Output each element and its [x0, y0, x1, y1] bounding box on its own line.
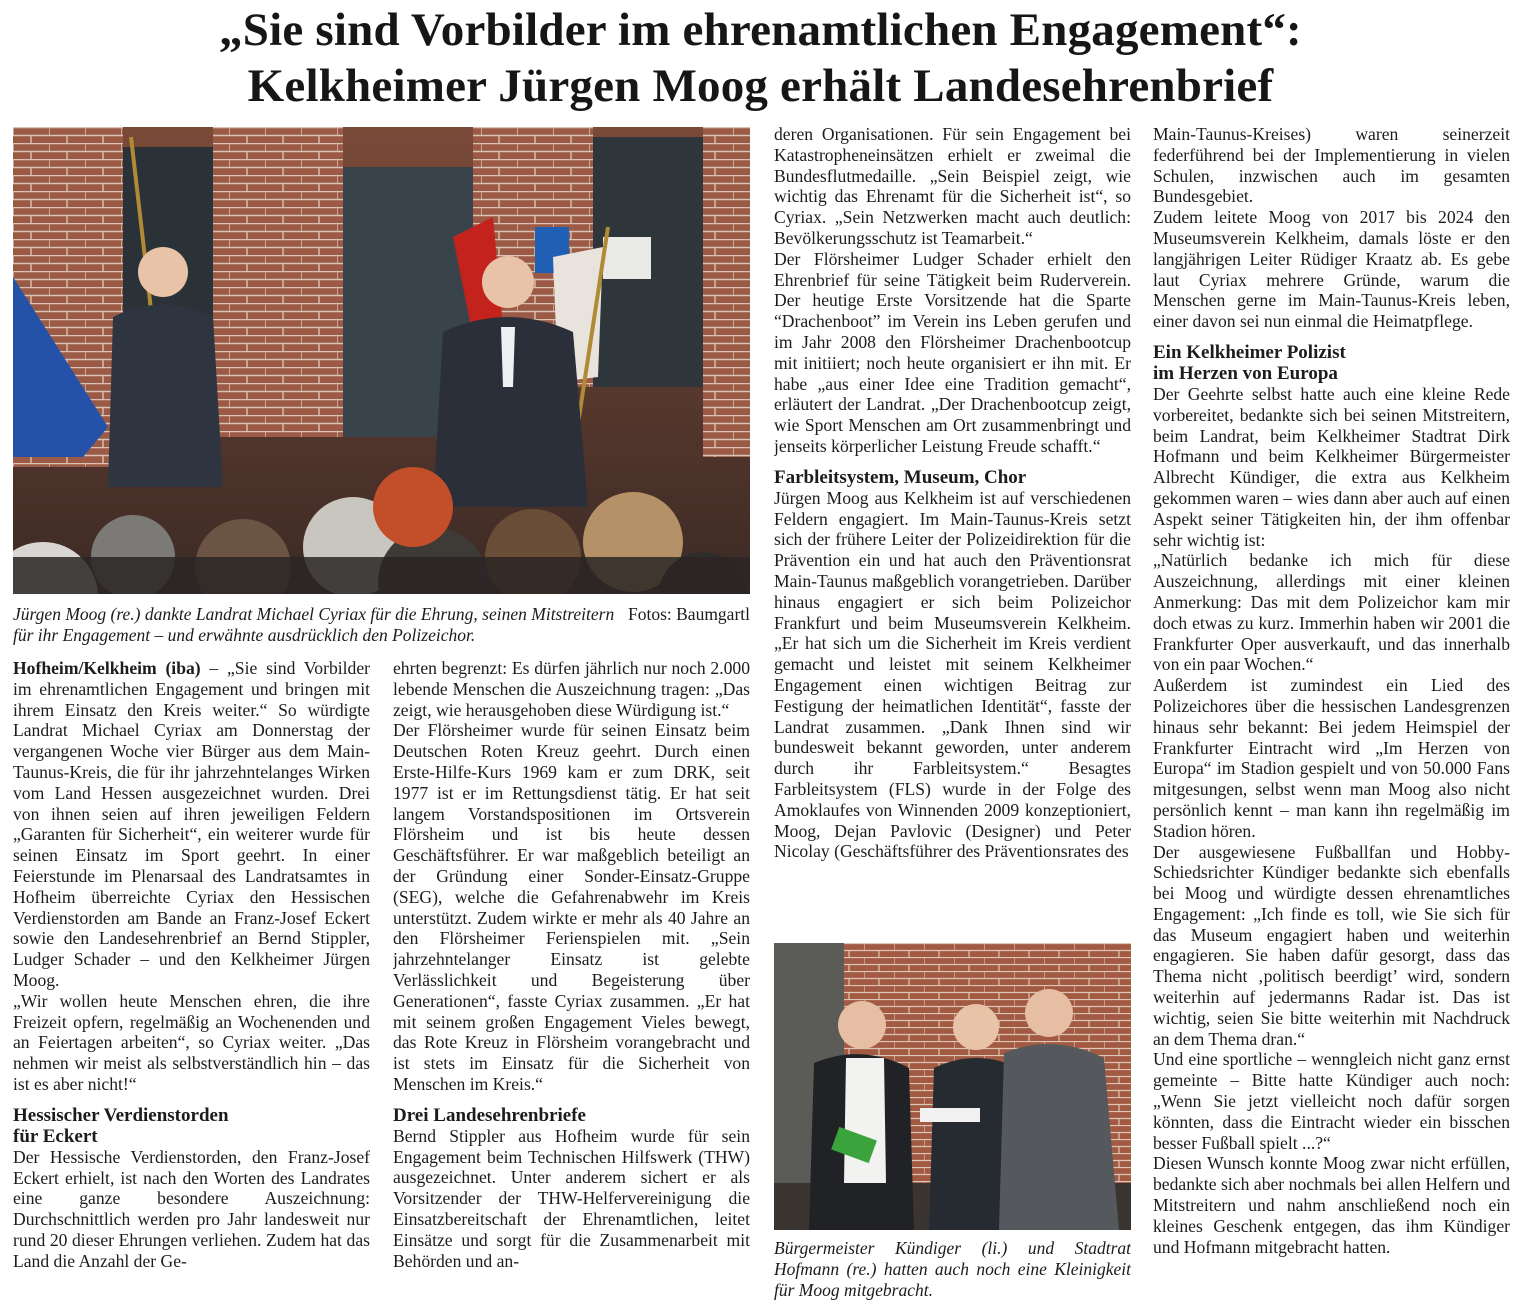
headline: [0, 2, 1521, 114]
subheading-line: Ein Kelkheimer Polizist: [1153, 341, 1346, 363]
main-photo: [13, 127, 750, 594]
headline-line-1: „Sie sind Vorbilder im ehrenamtlichen Engagement“:: [219, 4, 1302, 56]
main-photo-credit: Fotos: Baumgartl: [627, 604, 750, 624]
paragraph: Zudem leitete Moog von 2017 bis 2024 den Museumsverein Kelkheim, damals löste er den langjährigen Leiter Rüdiger Kraatz ab. Es gebe laut Cyriax mehrere Gründe, warum die Menschen gerne im Main-Taunus-Kreis leben, einer davon sei nun einmal die Heimatpflege.: [1153, 207, 1510, 332]
subheading-verdienstorden: [13, 1105, 370, 1147]
subheading-line: Hessischer Verdienstorden: [13, 1104, 229, 1126]
paragraph: Der ausgewiesene Fußballfan und Hobby-Schiedsrichter Kündiger bedankte sich ebenfalls bei Moog und würdigte dessen ehrenamtliches Engagement: „Ich finde es toll, wie Sie sich für das Museum engagiert haben und weiterhin engagieren. Sie haben dafür gesorgt, dass das Thema nicht ‚politisch beerdigt’ wird, sondern weiterhin auf jedermanns Radar ist. Das ist wichtig, seien Sie bitte weiterhin mit Nachdruck an dem Thema dran.“: [1153, 841, 1510, 1049]
subheading-polizist: [1153, 342, 1510, 384]
subheading-line: im Herzen von Europa: [1153, 362, 1338, 384]
main-photo-caption: [13, 604, 750, 648]
paragraph: Jürgen Moog aus Kelkheim ist auf verschiedenen Feldern engagiert. Im Main-Taunus-Kreis setzt sich der frühere Leiter der Polizeidirektion für die Prävention ein und hat auch den Präventionsrat Main-Taunus maßgeblich vorangetrieben. Darüber hinaus engagiert er sich beim Polizeichor Frankfurt und beim Museumsverein Kelkheim. „Er hat sich um die Sicherheit im Kreis verdient gemacht und leistet mit seinem Kelkheimer Engagement einen wichtigen Beitrag zur Festigung der heimatlichen Identität“, fasste der Landrat zusammen. „Dank Ihnen sind wir bundesweit bekannt geworden, unter anderem durch ihr Farbleitsystem.“ Besagtes Farbleitsystem (FLS) wurde in der Folge des Amoklaufes von Winnenden 2009 konzeptioniert, Moog, Dejan Pavlovic (Designer) und Peter Nicolay (Geschäftsführer des Präventionsrates des: [774, 487, 1131, 862]
paragraph: Und eine sportliche – wenngleich nicht ganz ernst gemeinte – Bitte hatte Kündiger auch noch: „Wenn Sie jetzt vielleicht noch dafür sorgen könnten, dass die Eintracht wieder ein bisschen besser Fußball spielt ...?“: [1153, 1049, 1510, 1153]
paragraph: ehrten begrenzt: Es dürfen jährlich nur noch 2.000 lebende Menschen die Auszeichnung tragen: „Das zeigt, wie herausgehoben diese Würdigung ist.“: [393, 658, 750, 720]
second-photo-caption: Bürgermeister Kündiger (li.) und Stadtrat Hofmann (re.) hatten auch noch eine Kleinigkeit für Moog mitgebracht.: [774, 1238, 1131, 1300]
paragraph: deren Organisationen. Für sein Engagement bei Katastropheneinsätzen erhielt er zweimal die Bundesflutmedaille. „Sein Beispiel zeigt, wie wichtig das Ehrenamt für die Sicherheit ist“, so Cyriax. „Sein Netzwerken macht auch deutlich: Bevölkerungsschutz ist Teamarbeit.“: [774, 124, 1131, 248]
column-1: [13, 658, 370, 1298]
paragraph: Der Flörsheimer wurde für seinen Einsatz beim Deutschen Roten Kreuz geehrt. Durch einen Erste-Hilfe-Kurs 1969 kam er zum DRK, seit 1977 ist er im Rettungsdienst tätig. Er hat seit langem Vorstandspositionen im Ortsverein Flörsheim und ist bis heute dessen Geschäftsführer. Er war maßgeblich beteiligt an der Gründung einer Sonder-Einsatz-Gruppe (SEG), welche die Gefahrenabwehr im Kreis unterstützt. Zudem wirkte er mehr als 40 Jahre an den Flörsheimer Ferienspielen mit. „Sein jahrzehntelanger Einsatz ist gelebte Verlässlichkeit und Begeisterung über Generationen“, fasste Cyriax zusammen. „Er hat mit seinem großen Engagement Vieles bewegt, das Rote Kreuz in Flörsheim vorangebracht und ist stets im Einsatz für die Sicherheit von Menschen im Kreis.“: [393, 720, 750, 1094]
lead-paragraph: [13, 658, 370, 991]
paragraph: „Natürlich bedanke ich mich für diese Auszeichnung, allerdings mit einer kleinen Anmerkung: Das mit dem Polizeichor kam mir doch etwas zu kurz. Immerhin haben wir 2001 die Frankfurter Oper ausverkauft, und das innerhalb von ein paar Wochen.“: [1153, 550, 1510, 675]
column-3: [774, 124, 1131, 930]
second-photo: [774, 943, 1131, 1230]
paragraph: Bernd Stippler aus Hofheim wurde für sein Engagement beim Technischen Hilfswerk (THW) ausgezeichnet. Unter anderem sichert er als Vorsitzender der THW-Helfervereinigung die Einsatzbereitschaft der Ehrenamtlichen, leitet Einsätze und sorgt für die Zusammenarbeit mit Behörden und an-: [393, 1125, 750, 1271]
lead-paragraph-text: – „Sie sind Vorbilder im ehrenamtlichen Engagement und bringen mit ihrem Einsatz den Kreis weiter.“ So würdigte Landrat Michael Cyriax am Donnerstag der vergangenen Woche vier Bürger aus dem Main-Taunus-Kreis, die für ihr jahrzehntelanges Wirken vom Land Hessen ausgezeichnet wurden. Drei von ihnen seien auf ihren jeweiligen Feldern „Garanten für Sicherheit“, ein weiterer wurde für seinen Einsatz im Sport geehrt. In einer Feierstunde im Plenarsaal des Landratsamtes in Hofheim überreichte Cyriax den Hessischen Verdienstorden am Bande an Franz-Josef Eckert sowie den Landesehrenbrief an Bernd Stippler, Ludger Schader – und den Kelkheimer Jürgen Moog.: [13, 658, 370, 990]
paragraph: Der Hessische Verdienstorden, den Franz-Josef Eckert erhielt, ist nach den Worten des Landrates eine ganze besondere Auszeichnung: Durchschnittlich werden pro Jahr landesweit nur rund 20 dieser Ehrungen verliehen. Zudem hat das Land die Anzahl der Ge-: [13, 1146, 370, 1271]
main-photo-caption-text: Jürgen Moog (re.) dankte Landrat Michael Cyriax für die Ehrung, seinen Mitstreitern für ihr Engagement – und erwähnte ausdrücklich den Polizeichor.: [13, 604, 615, 645]
subheading-landesehrenbriefe: Drei Landesehrenbriefe: [393, 1104, 586, 1126]
subheading-farbleitsystem: Farbleitsystem, Museum, Chor: [774, 466, 1027, 488]
paragraph: Diesen Wunsch konnte Moog zwar nicht erfüllen, bedankte sich aber nochmals bei allen Helfern und Mitstreitern und nahm anschließend noch ein kleines Geschenk entgegen, das ihm Kündiger und Hofmann mitgebracht hatten.: [1153, 1153, 1510, 1257]
paragraph: Main-Taunus-Kreises) waren seinerzeit federführend bei der Implementierung in vielen Schulen, inzwischen auch im gesamten Bundesgebiet.: [1153, 124, 1510, 207]
column-2: [393, 658, 750, 1298]
column-4: [1153, 124, 1510, 1300]
paragraph: Der Flörsheimer Ludger Schader erhielt den Ehrenbrief für seine Tätigkeit beim Ruderverein. Der heutige Erste Vorsitzende hat die Sparte “Drachenboot” im Verein ins Leben gerufen und im Jahr 2008 den Flörsheimer Drachenbootcup mit initiiert; noch heute organisiert er ihn mit. Er habe „aus einer Idee eine Tradition gemacht“, erläutert der Landrat. „Der Drachenbootcup zeigt, wie Sport Menschen am Ort zusammenbringt und jenseits körperlicher Leistung Freude schafft.“: [774, 248, 1131, 456]
paragraph: Außerdem ist zumindest ein Lied des Polizeichores über die hessischen Landesgrenzen hinaus sehr bekannt: Bei jedem Heimspiel der Frankfurter Eintracht wird „Im Herzen von Europa“ im Stadion gespielt und von 50.000 Fans mitgesungen, selbst wenn man Moog also nicht persönlich kennt – man kann ihn regelmäßig im Stadion hören.: [1153, 675, 1510, 841]
headline-line-2: Kelkheimer Jürgen Moog erhält Landesehrenbrief: [247, 60, 1274, 112]
paragraph: „Wir wollen heute Menschen ehren, die ihre Freizeit opfern, regelmäßig an Wochenenden und an Feiertagen arbeiten“, so Cyriax weiter. „Das nehmen wir meist als selbstverständlich hin – das ist es aber nicht!“: [13, 990, 370, 1094]
subheading-line: für Eckert: [13, 1125, 98, 1147]
dateline: Hofheim/Kelkheim (iba): [13, 658, 201, 678]
paragraph: Der Geehrte selbst hatte auch eine kleine Rede vorbereitet, bedankte sich bei seinen Mitstreitern, beim Landrat, beim Kelkheimer Stadtrat Dirk Hofmann und beim Kelkheimer Bürgermeister Albrecht Kündiger, die extra aus Kelkheim gekommen waren – wies dann aber auch auf einen Aspekt seiner Tätigkeiten hin, der ihm offenbar sehr wichtig ist:: [1153, 383, 1510, 550]
